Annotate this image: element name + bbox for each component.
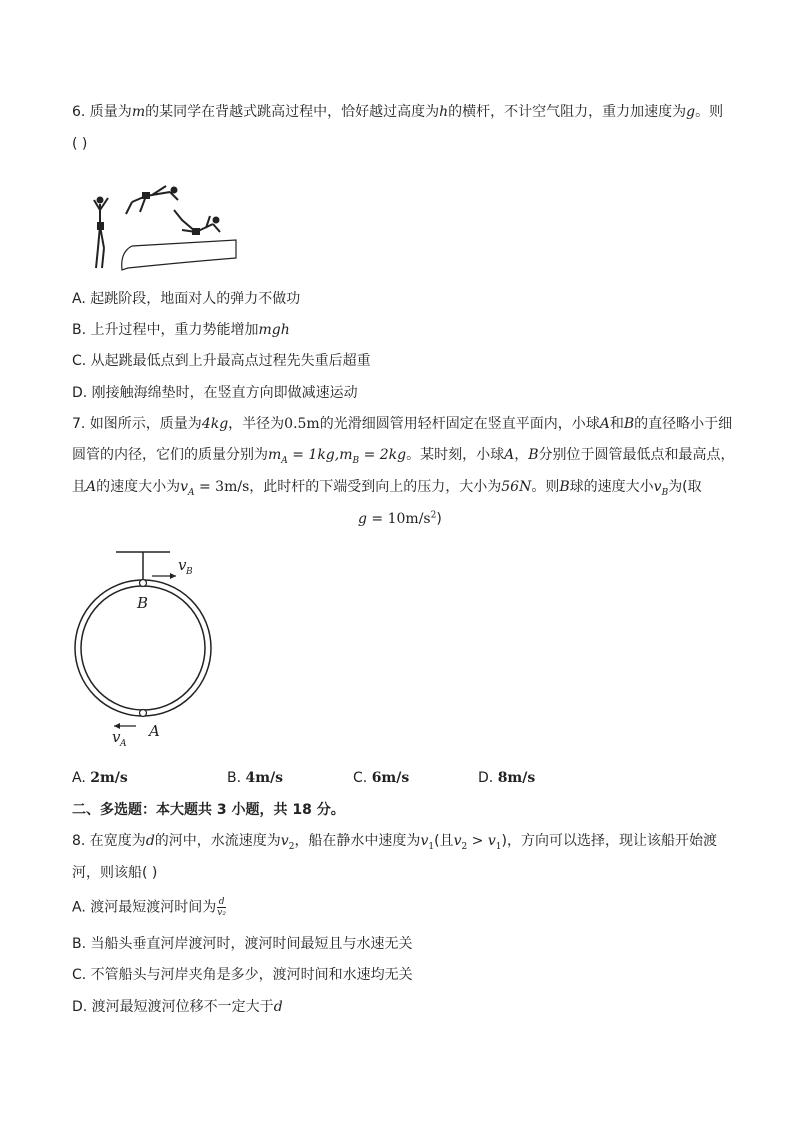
label-vb: v: [178, 556, 187, 574]
q7-option-d: D. 8m/s: [478, 770, 536, 786]
fraction-d-over-v2: $\frac{d}{\text{v₂}}$: [217, 897, 226, 918]
ball-b: [140, 580, 147, 587]
label-a: A: [149, 722, 160, 740]
label-b: B: [137, 594, 149, 612]
label-va-sub: A: [120, 739, 127, 749]
q6-stem-line1: 6. 质量为m的某同学在背越式跳高过程中，恰好越过高度为h的横杆，不计空气阻力，重力加速度为g。则: [72, 104, 724, 120]
q8-option-a: A. 渡河最短渡河时间为 $\frac{d}{\text{v₂}}$: [72, 897, 226, 918]
ring-tube-diagram: [70, 550, 230, 750]
q6-option-d: D. 刚接触海绵垫时，在竖直方向即做减速运动: [72, 385, 358, 401]
q8-stem-line2: 河，则该船( ): [72, 865, 158, 881]
q6-stem-line2: ( ): [72, 136, 88, 152]
q7-stem-line2: 圆管的内径，它们的质量分别为$m_A = 1kg,m_B = 2kg$。某时刻，小球A，B分别位于圆管最低点和最高点，: [72, 447, 735, 466]
section-heading: 二、多选题：本大题共 3 小题，共 18 分。: [72, 802, 345, 818]
q8-option-b: B. 当船头垂直河岸渡河时，渡河时间最短且与水速无关: [72, 936, 413, 952]
label-vb-sub: B: [186, 567, 193, 577]
q7-option-c: C. 6m/s: [353, 770, 410, 786]
label-va: v: [112, 728, 121, 746]
q7-stem-line4: $g = 10m/s^2$): [358, 510, 442, 527]
q8-option-c: C. 不管船头与河岸夹角是多少，渡河时间和水速均无关: [72, 967, 413, 983]
ball-a: [140, 710, 147, 717]
q6-option-b: B. 上升过程中，重力势能增加mgh: [72, 322, 290, 338]
q6-option-c: C. 从起跳最低点到上升最高点过程先失重后超重: [72, 353, 371, 369]
q7-stem-line1: 7. 如图所示，质量为4kg，半径为0.5m的光滑细圆管用轻杆固定在竖直平面内，小球A和B的直径略小于细: [72, 416, 733, 432]
q7-option-b: B. 4m/s: [227, 770, 284, 786]
q8-option-d: D. 渡河最短渡河位移不一定大于d: [72, 999, 283, 1015]
q7-option-a: A. 2m/s: [72, 770, 128, 786]
q7-stem-line3: 且A的速度大小为$v_A = 3m/s$，此时杆的下端受到向上的压力，大小为56N。则B球的速度大小$v_B$为(取: [72, 479, 702, 498]
q6-option-a: A. 起跳阶段，地面对人的弹力不做功: [72, 291, 301, 307]
q8-stem-line1: 8. 在宽度为d的河中，水流速度为$v_2$，船在静水中速度为$v_1$(且$v_2 > v_1$)，方向可以选择，现让该船开始渡: [72, 833, 717, 852]
high-jump-figure: [86, 182, 246, 277]
